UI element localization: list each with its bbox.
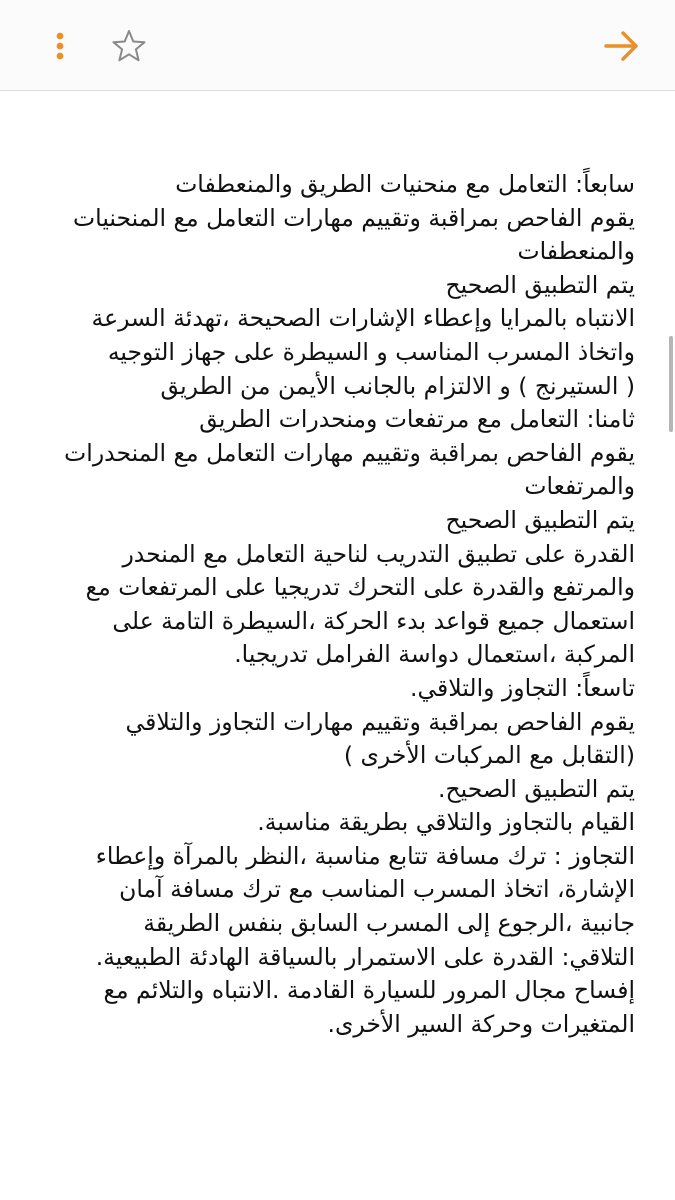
- more-vertical-icon: [48, 26, 72, 66]
- forward-button[interactable]: [596, 20, 648, 72]
- note-line: جانبية ،الرجوع إلى المسرب السابق بنفس الطريقة: [143, 909, 635, 938]
- note-line: تاسعاً: التجاوز والتلاقي.: [410, 673, 635, 702]
- note-line: يتم التطبيق الصحيح.: [437, 774, 635, 803]
- note-line: استعمال جميع قواعد بدء الحركة ،السيطرة التامة على: [112, 606, 635, 635]
- note-line: يقوم الفاحص بمراقبة وتقييم مهارات التعامل مع المنحنيات: [73, 203, 635, 232]
- toolbar: [0, 0, 675, 91]
- note-line: المركبة ،استعمال دواسة الفرامل تدريجيا.: [234, 640, 635, 669]
- scrollbar[interactable]: [669, 336, 673, 432]
- star-outline-icon: [111, 28, 147, 64]
- note-line: يتم التطبيق الصحيح: [445, 270, 635, 299]
- note-line: ثامنا: التعامل مع مرتفعات ومنحدرات الطريق: [199, 405, 635, 434]
- note-line: القيام بالتجاوز والتلاقي بطريقة مناسبة.: [257, 808, 635, 837]
- note-body[interactable]: [40, 168, 635, 1041]
- note-line: يقوم الفاحص بمراقبة وتقييم مهارات التعامل مع المنحدرات: [64, 438, 635, 467]
- more-options-button[interactable]: [34, 20, 86, 72]
- note-line: يقوم الفاحص بمراقبة وتقييم مهارات التجاوز والتلاقي: [125, 707, 635, 736]
- note-line: القدرة على تطبيق التدريب لناحية التعامل مع المنحدر: [122, 539, 635, 568]
- note-line: واتخاذ المسرب المناسب و السيطرة على جهاز التوجيه: [107, 337, 635, 366]
- favorite-button[interactable]: [103, 20, 155, 72]
- note-line: التجاوز : ترك مسافة تتابع مناسبة ،النظر بالمرآة وإعطاء: [95, 841, 635, 870]
- note-line: يتم التطبيق الصحيح: [445, 505, 635, 534]
- note-line: المتغيرات وحركة السير الأخرى.: [327, 1009, 635, 1038]
- arrow-right-icon: [602, 26, 642, 66]
- note-line: الانتباه بالمرايا وإعطاء الإشارات الصحيحة ،تهدئة السرعة: [91, 304, 635, 333]
- note-line: ( الستيرنج ) و الالتزام بالجانب الأيمن من الطريق: [160, 371, 635, 400]
- note-line: التلاقي: القدرة على الاستمرار بالسياقة الهادئة الطبيعية.: [95, 942, 635, 971]
- note-line: الإشارة، اتخاذ المسرب المناسب مع ترك مسافة آمان: [119, 875, 635, 904]
- note-line: والمرتفع والقدرة على التحرك تدريجيا على المرتفعات مع: [85, 573, 635, 602]
- note-line: والمرتفعات: [524, 472, 635, 501]
- note-line: والمنعطفات: [517, 237, 635, 266]
- note-line: (التقابل مع المركبات الأخرى ): [343, 741, 635, 770]
- note-line: سابعاً: التعامل مع منحنيات الطريق والمنعطفات: [175, 170, 635, 198]
- note-line: إفساح مجال المرور للسيارة القادمة .الانتباه والتلائم مع: [103, 976, 635, 1005]
